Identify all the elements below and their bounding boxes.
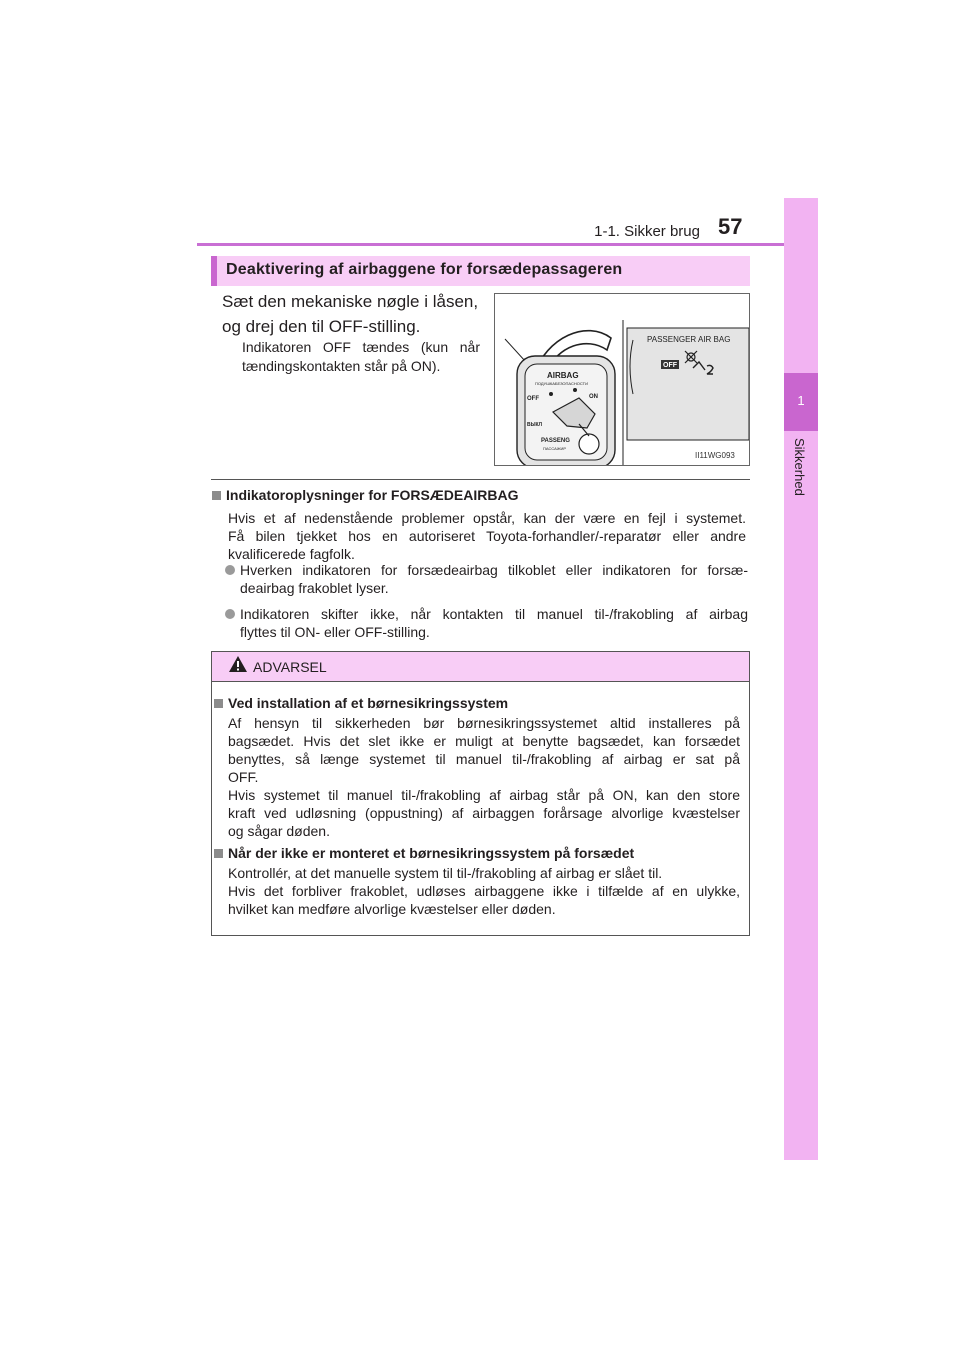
warning-section-1-text — [228, 714, 740, 840]
warning-line: Hvis det forbliver frakoblet, udløses airbaggene ikke i tilfælde af en ulykke, — [228, 883, 740, 899]
section-label: 1-1. Sikker brug — [594, 223, 700, 240]
circle-bullet — [225, 565, 235, 575]
step-instruction: Sæt den mekaniske nøgle i låsen, og drej den til OFF-stilling. — [222, 292, 479, 336]
warning-line: Af hensyn til sikkerheden bør børnesikringssystemet altid installeres på — [228, 715, 740, 731]
airbag-switch-drawing — [495, 294, 749, 465]
header-rule — [197, 243, 791, 246]
switch-label-on: ON — [589, 394, 598, 400]
warning-subtitle-1: Ved installation af et børnesikringssystem — [228, 695, 509, 711]
circle-bullet — [225, 609, 235, 619]
warning-section-2-text — [228, 864, 740, 918]
warning-line: OFF. — [228, 769, 259, 785]
airbag-switch-illustration — [494, 293, 750, 466]
key-ring — [579, 434, 599, 454]
info-bullet-line: flyttes til ON- eller OFF-stilling. — [240, 624, 430, 640]
warning-triangle-icon — [228, 655, 248, 673]
section-heading: Deaktivering af airbaggene for forsædepassageren — [226, 261, 623, 278]
switch-label-passenger-ru: ПАССАЖИР — [543, 446, 567, 451]
figure-code: II11WG093 — [695, 451, 735, 460]
warning-line: Kontrollér, at det manuelle system til til-/frakobling af airbag er slået til. — [228, 865, 663, 881]
info-bullet-2 — [240, 605, 748, 641]
off-indicator-label: OFF — [663, 362, 677, 369]
info-paragraph — [228, 509, 746, 563]
info-title: Indikatoroplysninger for FORSÆDEAIRBAG — [226, 487, 519, 503]
chapter-side-tab — [784, 198, 818, 1160]
warning-line: bagsædet. Hvis det slet ikke er muligt at benytte bagsædet, kan forsædet — [228, 733, 740, 749]
square-bullet — [214, 699, 223, 708]
warning-line: og sågar døden. — [228, 823, 330, 839]
step-note: Indikatoren OFF tændes (kun når tændingskontakten står på ON). — [242, 339, 480, 374]
warning-line: benyttes, så længe systemet til manuel til-/frakobling af airbag er sat på — [228, 751, 740, 767]
warning-line: hvilket kan medføre alvorlige kvæstelser eller døden. — [228, 901, 556, 917]
page-number: 57 — [718, 214, 743, 239]
section-divider — [211, 479, 750, 480]
info-bullet-1 — [240, 561, 748, 597]
switch-label-passenger: PASSENG — [541, 438, 570, 444]
warning-line: Hvis systemet til manuel til-/frakobling af airbag står på ON, kan den store — [228, 787, 740, 803]
info-line: Hvis et af nedenstående problemer opstår, kan der være en fejl i systemet. — [228, 510, 746, 526]
warning-title: ADVARSEL — [253, 659, 327, 675]
heading-accent — [211, 256, 217, 286]
info-bullet-line: Indikatoren skifter ikke, når kontakten til manuel til-/frakobling af airbag — [240, 606, 748, 622]
square-bullet — [212, 491, 221, 500]
dashboard-panel — [627, 328, 749, 440]
info-line: Få bilen tjekket hos en autoriseret Toyota-forhandler/-reparatør eller andre — [228, 528, 746, 544]
info-line: kvalificerede fagfolk. — [228, 546, 355, 562]
switch-label-airbag: AIRBAG — [547, 371, 579, 380]
switch-dot-off — [549, 392, 553, 396]
chapter-title-text: Sikkerhed — [792, 438, 807, 496]
chapter-title — [792, 438, 810, 538]
panel-label: PASSENGER AIR BAG — [647, 335, 731, 344]
warning-line: kraft ved udløsning (oppustning) af airbaggen forårsage alvorlige kvæstelser — [228, 805, 740, 821]
chapter-number: 1 — [797, 393, 805, 408]
info-bullet-line: Hverken indikatoren for forsædeairbag tilkoblet eller indikatoren for forsæ- — [240, 562, 748, 578]
square-bullet — [214, 849, 223, 858]
info-bullet-line: deairbag frakoblet lyser. — [240, 580, 389, 596]
switch-label-off-ru: ВЫКЛ — [527, 422, 543, 428]
warning-subtitle-2: Når der ikke er monteret et børnesikringssystem på forsædet — [228, 845, 635, 861]
switch-label-off: OFF — [527, 396, 539, 402]
switch-label-airbag-ru: ПОДУШКАБЕЗОПАСНОСТИ — [535, 381, 588, 386]
switch-dot-on — [573, 388, 577, 392]
